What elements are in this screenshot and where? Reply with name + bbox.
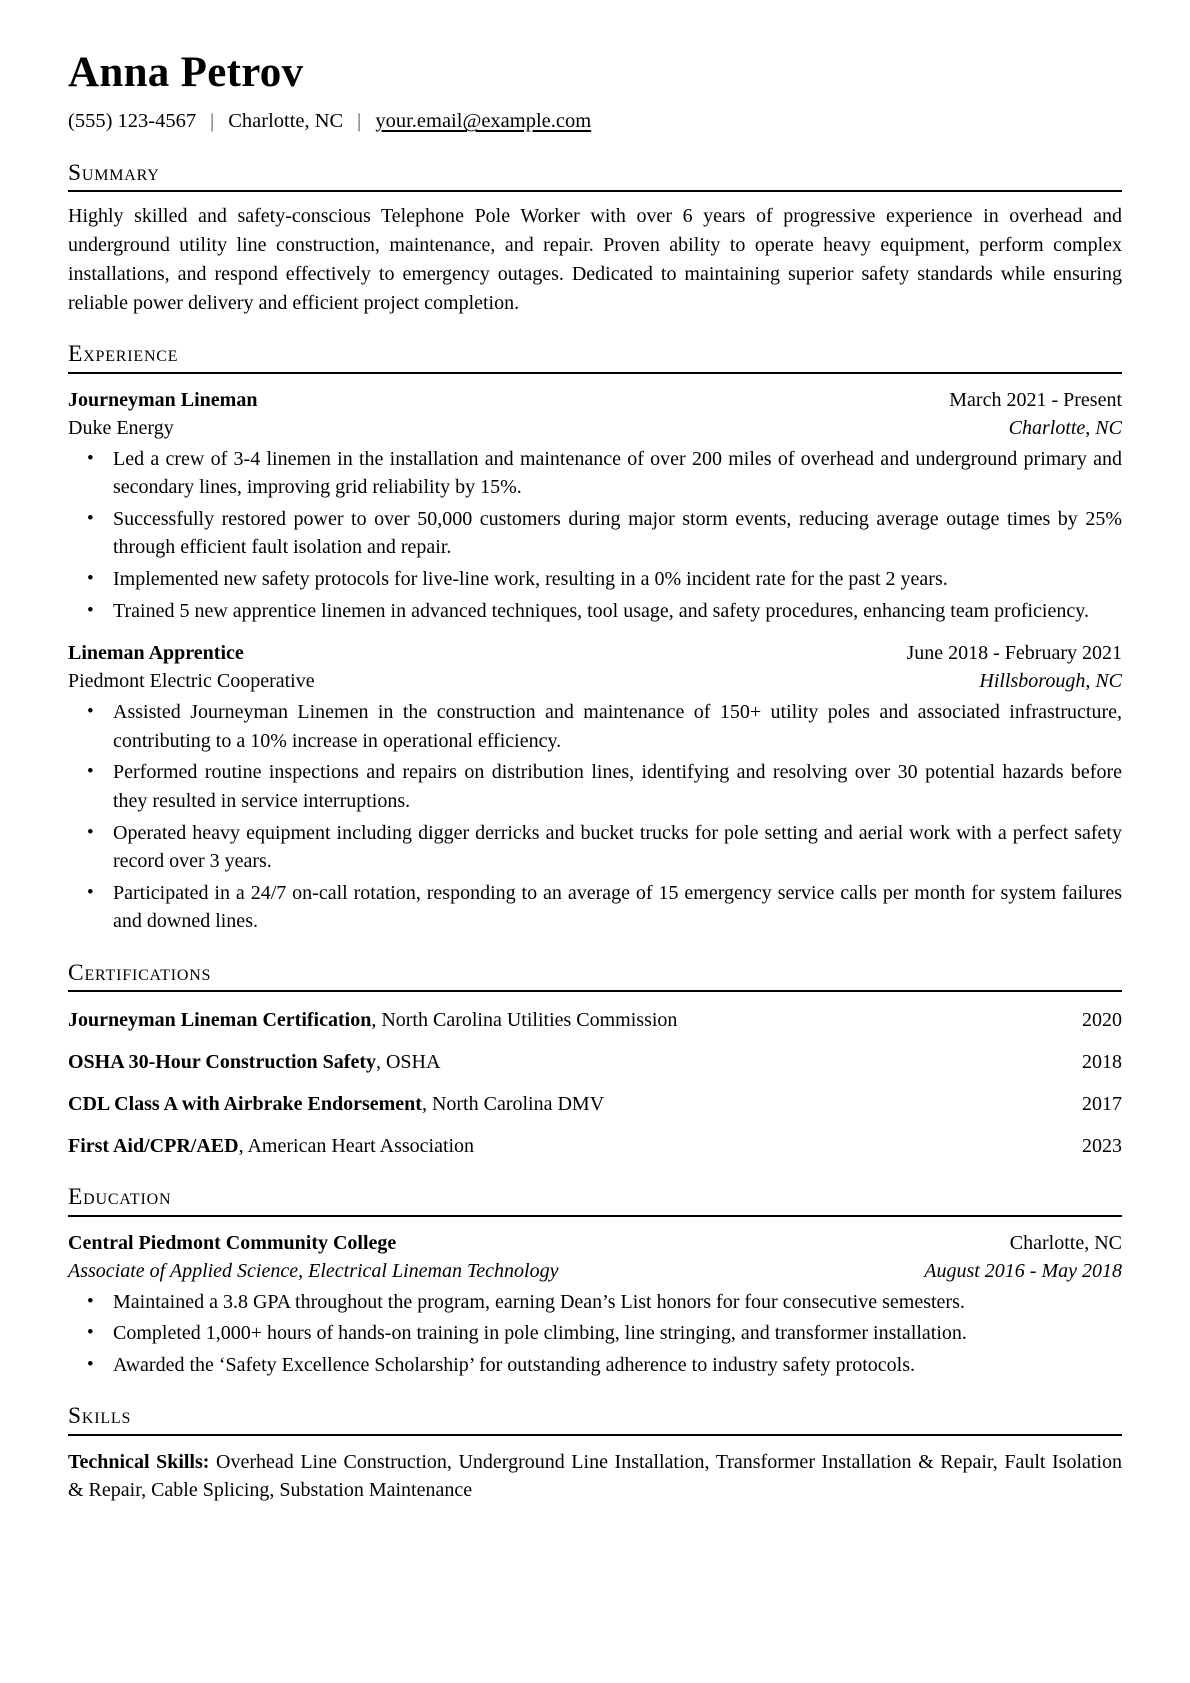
certification-row	[68, 1048, 1122, 1076]
job-company: Duke Energy	[68, 416, 174, 439]
certifications-section	[68, 960, 1122, 1160]
skills-label: Technical Skills:	[68, 1450, 210, 1473]
education-bullet-list	[68, 1288, 1122, 1380]
contact-separator: |	[357, 110, 361, 133]
job-dates: March 2021 - Present	[949, 388, 1122, 411]
job-bullet: • Operated heavy equipment including digger derricks and bucket trucks for pole setting and aerial work with a perfect safety record over 3 years.	[68, 819, 1122, 876]
certification-entry	[68, 1090, 604, 1118]
summary-section	[68, 160, 1122, 318]
job-dates: June 2018 - February 2021	[906, 642, 1122, 665]
certification-year: 2023	[1082, 1135, 1122, 1158]
certification-row	[68, 1006, 1122, 1034]
job-bullet: • Participated in a 24/7 on-call rotation, responding to an average of 15 emergency service calls per month for system failures and downed lines.	[68, 879, 1122, 936]
school-location: Charlotte, NC	[1009, 1231, 1122, 1254]
job-location: Charlotte, NC	[1008, 416, 1122, 439]
job-bullet-list	[68, 445, 1122, 626]
job-entry	[68, 639, 1122, 936]
certification-separator: ,	[238, 1135, 248, 1158]
degree-name: Associate of Applied Science, Electrical Lineman Technology	[68, 1259, 559, 1282]
email-link[interactable]: your.email@example.com	[375, 110, 592, 133]
job-bullet: • Assisted Journeyman Linemen in the construction and maintenance of 150+ utility poles and associated infrastructure, contributing to a 10% increase in operational efficiency.	[68, 698, 1122, 755]
certification-separator: ,	[371, 1009, 382, 1032]
degree-row	[68, 1257, 1122, 1285]
experience-heading: Experience	[68, 341, 1122, 373]
certification-title: CDL Class A with Airbrake Endorsement	[68, 1093, 422, 1116]
job-bullet: • Performed routine inspections and repairs on distribution lines, identifying and resolving over 30 potential hazards before they resulted in service interruptions.	[68, 758, 1122, 815]
certification-year: 2017	[1082, 1093, 1122, 1116]
education-section	[68, 1184, 1122, 1379]
contact-location: Charlotte, NC	[228, 110, 344, 133]
skills-line	[68, 1448, 1122, 1506]
job-title-row	[68, 386, 1122, 414]
education-bullet: • Maintained a 3.8 GPA throughout the program, earning Dean’s List honors for four consecutive semesters.	[68, 1288, 1122, 1317]
education-bullet: • Completed 1,000+ hours of hands-on training in pole climbing, line stringing, and transformer installation.	[68, 1319, 1122, 1348]
skills-section	[68, 1403, 1122, 1505]
job-title-row	[68, 639, 1122, 667]
certification-issuer: North Carolina Utilities Commission	[381, 1009, 678, 1032]
job-entry	[68, 386, 1122, 626]
certification-title: Journeyman Lineman Certification	[68, 1009, 372, 1032]
job-title: Lineman Apprentice	[68, 642, 244, 665]
certification-row	[68, 1132, 1122, 1160]
school-name: Central Piedmont Community College	[68, 1231, 397, 1254]
phone-number: (555) 123-4567	[68, 110, 197, 133]
summary-text: Highly skilled and safety-conscious Telephone Pole Worker with over 6 years of progressive experience in overhead and underground utility line construction, maintenance, and repair. Proven ability to operate heavy equipment, perform complex installations, and respond effectively to emergency outages. Dedicated to maintaining superior safety standards while ensuring reliable power delivery and efficient project completion.	[68, 205, 1122, 314]
job-bullet: • Implemented new safety protocols for live-line work, resulting in a 0% incident rate for the past 2 years.	[68, 565, 1122, 594]
experience-section	[68, 341, 1122, 936]
resume-header	[68, 50, 1122, 136]
education-entry	[68, 1229, 1122, 1380]
certification-entry	[68, 1006, 677, 1034]
certification-separator: ,	[421, 1093, 432, 1116]
job-title: Journeyman Lineman	[68, 388, 258, 411]
certification-issuer: OSHA	[385, 1051, 441, 1074]
education-dates: August 2016 - May 2018	[924, 1259, 1122, 1282]
education-bullet: • Awarded the ‘Safety Excellence Scholarship’ for outstanding adherence to industry safety protocols.	[68, 1351, 1122, 1380]
certification-year: 2020	[1082, 1009, 1122, 1032]
certification-issuer: North Carolina DMV	[431, 1093, 605, 1116]
certification-title: First Aid/CPR/AED	[68, 1135, 239, 1158]
certification-title: OSHA 30-Hour Construction Safety	[68, 1051, 376, 1074]
certification-year: 2018	[1082, 1051, 1122, 1074]
job-company: Piedmont Electric Cooperative	[68, 670, 315, 693]
person-name: Anna Petrov	[68, 49, 304, 96]
certification-entry	[68, 1048, 440, 1076]
job-company-row	[68, 414, 1122, 442]
certifications-heading: Certifications	[68, 960, 1122, 992]
job-company-row	[68, 667, 1122, 695]
job-bullet: • Led a crew of 3-4 linemen in the installation and maintenance of over 200 miles of overhead and underground primary and secondary lines, improving grid reliability by 15%.	[68, 445, 1122, 502]
education-heading: Education	[68, 1184, 1122, 1216]
skills-heading: Skills	[68, 1403, 1122, 1435]
skills-text: Overhead Line Construction, Underground Line Installation, Transformer Installation & Repair, Fault Isolation & Repair, Cable Splicing, Substation Maintenance	[68, 1450, 1122, 1502]
summary-heading: Summary	[68, 160, 1122, 192]
certification-row	[68, 1090, 1122, 1118]
job-bullet: • Successfully restored power to over 50,000 customers during major storm events, reducing average outage times by 25% through efficient fault isolation and repair.	[68, 505, 1122, 562]
certification-entry	[68, 1132, 474, 1160]
contact-line	[68, 107, 1122, 136]
school-row	[68, 1229, 1122, 1257]
certification-separator: ,	[375, 1051, 386, 1074]
certification-issuer: American Heart Association	[247, 1135, 475, 1158]
job-bullet-list	[68, 698, 1122, 936]
job-location: Hillsborough, NC	[979, 670, 1122, 693]
job-bullet: • Trained 5 new apprentice linemen in advanced techniques, tool usage, and safety procedures, enhancing team proficiency.	[68, 597, 1122, 626]
contact-separator: |	[210, 110, 214, 133]
